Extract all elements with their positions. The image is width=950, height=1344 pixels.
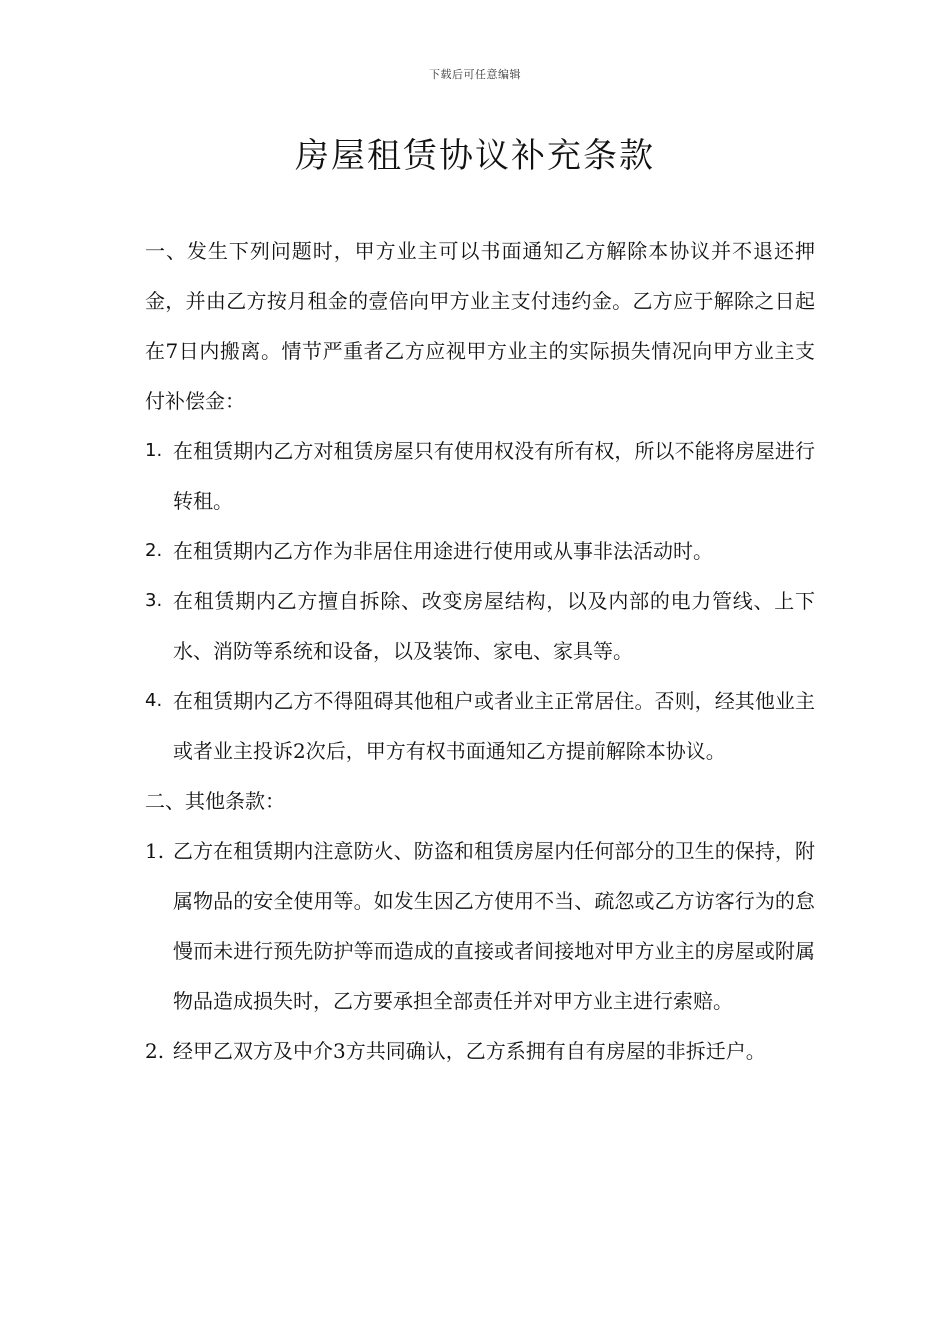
list-item	[145, 676, 815, 776]
list-item	[145, 576, 815, 676]
section-1-intro: 一、发生下列问题时，甲方业主可以书面通知乙方解除本协议并不退还押金，并由乙方按月租金的壹倍向甲方业主支付违约金。乙方应于解除之日起在7日内搬离。情节严重者乙方应视甲方业主的实际损失情况向甲方业主支付补偿金：	[145, 239, 815, 413]
list-item-number: 1.	[145, 440, 163, 461]
list-item-text: 在租赁期内乙方擅自拆除、改变房屋结构，以及内部的电力管线、上下水、消防等系统和设备，以及装饰、家电、家具等。	[173, 589, 815, 663]
list-item	[145, 426, 815, 526]
list-item-text: 乙方在租赁期内注意防火、防盗和租赁房屋内任何部分的卫生的保持，附属物品的安全使用等。如发生因乙方使用不当、疏忽或乙方访客行为的怠慢而未进行预先防护等而造成的直接或者间接地对甲方业主的房屋或附属物品造成损失时，乙方要承担全部责任并对甲方业主进行索赔。	[173, 839, 815, 1013]
list-item	[145, 826, 815, 1026]
header-note: 下载后可任意编辑	[429, 68, 521, 81]
list-item-number: 4.	[145, 690, 163, 711]
list-item	[145, 526, 815, 576]
document-title: 房屋租赁协议补充条款	[295, 136, 655, 176]
list-item-text: 在租赁期内乙方作为非居住用途进行使用或从事非法活动时。	[173, 539, 713, 563]
list-item-number: 3.	[145, 590, 163, 611]
section-1-list	[145, 426, 815, 776]
list-item-number: 2.	[145, 540, 163, 561]
list-item-number: 1.	[145, 839, 165, 863]
list-item	[145, 1026, 815, 1076]
list-item-text: 经甲乙双方及中介3方共同确认，乙方系拥有自有房屋的非拆迁户。	[173, 1039, 766, 1063]
list-item-text: 在租赁期内乙方对租赁房屋只有使用权没有所有权，所以不能将房屋进行转租。	[173, 439, 815, 513]
section-2-list	[145, 826, 815, 1076]
list-item-text: 在租赁期内乙方不得阻碍其他租户或者业主正常居住。否则，经其他业主或者业主投诉2次后，甲方有权书面通知乙方提前解除本协议。	[173, 689, 815, 763]
section-2-heading: 二、其他条款：	[145, 789, 285, 813]
list-item-number: 2.	[145, 1039, 165, 1063]
document-body	[145, 226, 815, 1076]
